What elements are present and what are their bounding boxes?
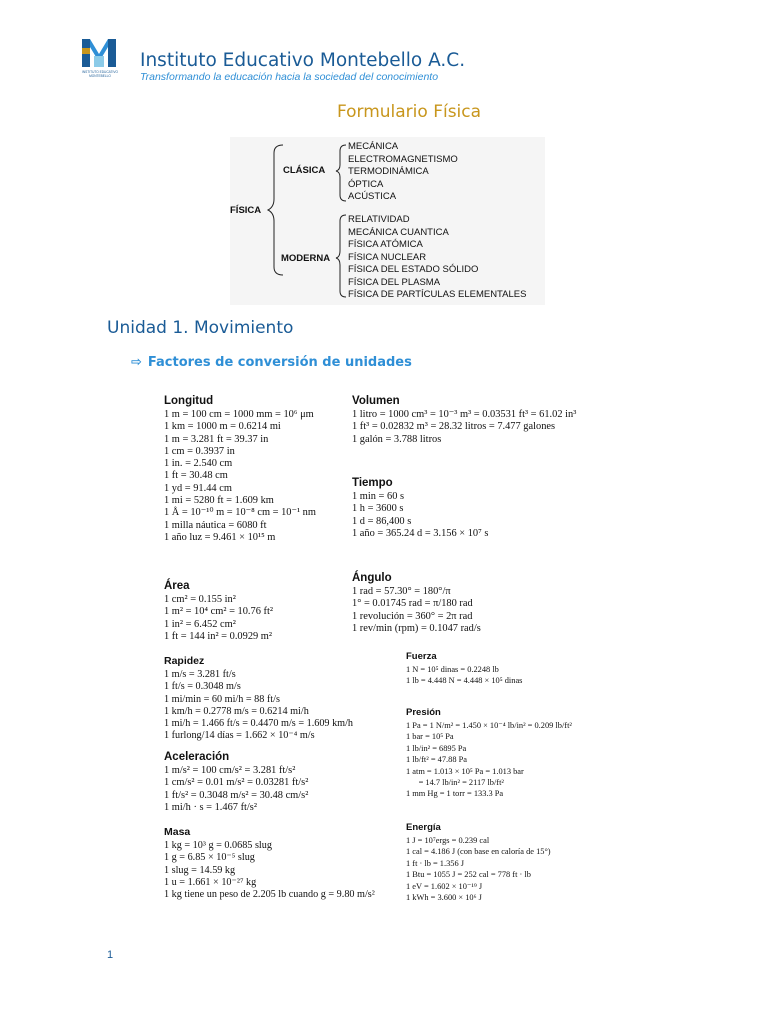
conversion-line: 1 h = 3600 s (352, 503, 404, 515)
tree-classic-item: MECÁNICA (348, 141, 399, 152)
tree-modern-item: FÍSICA DEL ESTADO SÓLIDO (348, 264, 479, 275)
block-lines (406, 664, 522, 687)
tree-classic-item: ÓPTICA (348, 178, 384, 190)
block-title: Ángulo (352, 572, 392, 584)
conversion-line: 1 cm/s² = 0.01 m/s² = 0.03281 ft/s² (164, 777, 309, 789)
conversion-line: 1 atm = 1.013 × 10⁵ Pa = 1.013 bar (406, 766, 524, 776)
tree-modern-item: RELATIVIDAD (348, 214, 410, 225)
block-title: Aceleración (164, 751, 230, 763)
conversion-line: 1 min = 60 s (352, 491, 405, 502)
conversion-line: 1 litro = 1000 cm³ = 10⁻³ m³ = 0.03531 ft³ = 61.02 in³ (352, 409, 577, 420)
block-lines (352, 409, 576, 446)
conversion-line: 1 Pa = 1 N/m² = 1.450 × 10⁻⁴ lb/in² = 0.209 lb/ft² (406, 721, 572, 730)
conversion-line: 1 mi/h = 1.466 ft/s = 0.4470 m/s = 1.609 km/h (164, 718, 354, 730)
conversion-line: 1 galón = 3.788 litros (352, 433, 442, 445)
conversion-block-presion (406, 707, 572, 800)
section-subtitle-text: Factores de conversión de unidades (147, 355, 412, 370)
tree-modern-item: FÍSICA ATÓMICA (348, 239, 423, 250)
conversion-line: 1 lb/ft² = 47.88 Pa (406, 755, 467, 765)
tree-classic-label: CLÁSICA (283, 165, 326, 176)
conversion-line: 1 rev/min (rpm) = 0.1047 rad/s (352, 622, 481, 634)
conversion-line: 1 bar = 10⁵ Pa (406, 732, 454, 742)
institution-name: Instituto Educativo Montebello A.C. (140, 50, 466, 71)
tree-classic-item: TERMODINÁMICA (348, 166, 429, 177)
conversion-block-fuerza (406, 651, 522, 687)
conversion-line: 1 mi/min = 60 mi/h = 88 ft/s (164, 693, 280, 705)
conversion-line: 1 año = 365.24 d = 3.156 × 10⁷ s (352, 527, 489, 539)
conversion-block-masa (164, 826, 375, 901)
conversion-line: = 14.7 lb/in² = 2117 lb/ft² (406, 778, 504, 788)
institution-logo (78, 36, 122, 84)
block-title: Rapidez (164, 655, 205, 667)
block-lines (164, 765, 308, 814)
conversion-block-area (164, 580, 273, 643)
block-lines (164, 594, 273, 643)
block-title: Área (164, 580, 190, 592)
conversion-line: 1 m/s = 3.281 ft/s (164, 669, 236, 680)
conversion-line: 1 d = 86,400 s (352, 515, 412, 527)
conversion-line: 1 eV = 1.602 × 10⁻¹⁹ J (406, 881, 483, 891)
conversion-line: 1 milla náutica = 6080 ft (164, 519, 267, 531)
institution-tagline: Transformando la educación hacia la sociedad del conocimiento (140, 71, 439, 83)
conversion-line: 1 m² = 10⁴ cm² = 10.76 ft² (164, 606, 273, 618)
conversion-line: 1 ft = 144 in² = 0.0929 m² (164, 630, 273, 642)
arrow-right-icon: ⇨ (131, 355, 142, 370)
block-title: Presión (406, 707, 441, 718)
conversion-line: 1° = 0.01745 rad = π/180 rad (352, 598, 473, 610)
conversion-block-angulo (352, 572, 481, 635)
conversion-line: 1 furlong/14 días = 1.662 × 10⁻⁴ m/s (164, 730, 315, 742)
tree-modern-item: MECÁNICA CUANTICA (348, 226, 449, 238)
tree-root-label: FÍSICA (230, 205, 262, 216)
tree-modern-item: FÍSICA DEL PLASMA (348, 276, 441, 288)
conversion-line: 1 ft/s = 0.3048 m/s (164, 681, 241, 693)
block-title: Energía (406, 822, 441, 833)
conversion-line: 1 ft · lb = 1.356 J (406, 858, 464, 868)
block-lines (406, 835, 551, 903)
conversion-line: 1 kg = 10³ g = 0.0685 slug (164, 840, 272, 851)
physics-classification-diagram (230, 137, 545, 305)
block-lines (164, 409, 316, 544)
conversion-line: 1 in. = 2.540 cm (164, 458, 233, 470)
block-lines (164, 840, 375, 901)
page-number: 1 (107, 949, 114, 961)
conversion-line: 1 m/s² = 100 cm/s² = 3.281 ft/s² (164, 765, 296, 776)
conversion-line: 1 Btu = 1055 J = 252 cal = 778 ft · lb (406, 870, 531, 880)
block-title: Volumen (352, 395, 400, 407)
conversion-block-tiempo (352, 477, 488, 540)
conversion-line: 1 mi/h · s = 1.467 ft/s² (164, 801, 257, 813)
conversion-line: 1 mm Hg = 1 torr = 133.3 Pa (406, 789, 504, 799)
conversion-line: 1 J = 10⁷ergs = 0.239 cal (406, 836, 490, 845)
conversion-line: 1 rad = 57.30° = 180°/π (352, 586, 451, 597)
conversion-line: 1 lb = 4.448 N = 4.448 × 10⁵ dinas (406, 676, 523, 686)
tree-modern-item: FÍSICA NUCLEAR (348, 251, 427, 263)
block-title: Longitud (164, 395, 214, 407)
document-title: Formulario Física (336, 102, 482, 122)
conversion-line: 1 cal = 4.186 J (con base en caloría de 15°) (406, 847, 551, 857)
conversion-line: 1 ft = 30.48 cm (164, 470, 228, 482)
conversion-line: 1 N = 10⁵ dinas = 0.2248 lb (406, 665, 499, 674)
conversion-line: 1 yd = 91.44 cm (164, 482, 232, 494)
conversion-line: 1 cm = 0.3937 in (164, 445, 235, 457)
block-lines (406, 720, 572, 800)
block-title: Fuerza (406, 651, 437, 662)
conversion-line: 1 revolución = 360° = 2π rad (352, 610, 473, 622)
logo-text: INSTITUTO EDUCATIVO MONTEBELLO (81, 70, 118, 78)
conversion-block-rapidez (164, 655, 353, 743)
conversion-line: 1 m = 3.281 ft = 39.37 in (164, 433, 269, 445)
conversion-line: 1 in² = 6.452 cm² (164, 618, 236, 630)
tree-modern-item: FÍSICA DE PARTÍCULAS ELEMENTALES (348, 289, 527, 300)
block-title: Masa (164, 826, 191, 838)
conversion-block-longitud (164, 395, 316, 544)
conversion-line: 1 u = 1.661 × 10⁻²⁷ kg (164, 876, 257, 888)
conversion-line: 1 ft³ = 0.02832 m³ = 28.32 litros = 7.477 galones (352, 421, 556, 433)
conversion-line: 1 cm² = 0.155 in² (164, 594, 236, 605)
conversion-line: 1 año luz = 9.461 × 10¹⁵ m (164, 531, 276, 543)
block-lines (352, 491, 488, 540)
block-title: Tiempo (352, 477, 393, 489)
conversion-block-volumen (352, 395, 576, 446)
block-lines (352, 586, 481, 635)
conversion-line: 1 kWh = 3.600 × 10⁶ J (406, 893, 482, 903)
conversion-line: 1 m = 100 cm = 1000 mm = 10⁶ μm (164, 409, 314, 420)
conversion-line: 1 km = 1000 m = 0.6214 mi (164, 421, 281, 433)
tree-classic-item: ACÚSTICA (348, 191, 397, 202)
conversion-line: 1 mi = 5280 ft = 1.609 km (164, 495, 274, 507)
conversion-line: 1 slug = 14.59 kg (164, 864, 236, 876)
conversion-line: 1 kg tiene un peso de 2.205 lb cuando g = 9.80 m/s² (164, 889, 375, 901)
block-lines (164, 669, 353, 743)
tree-classic-item: ELECTROMAGNETISMO (348, 153, 458, 165)
conversion-line: 1 km/h = 0.2778 m/s = 0.6214 mi/h (164, 705, 309, 717)
conversion-line: 1 Å = 10⁻¹⁰ m = 10⁻⁸ cm = 10⁻¹ nm (164, 507, 316, 519)
conversion-line: 1 lb/in² = 6895 Pa (406, 743, 467, 753)
conversion-block-aceleracion (164, 751, 308, 814)
conversion-block-energia (406, 822, 551, 903)
tree-modern-label: MODERNA (281, 253, 331, 264)
conversion-line: 1 g = 6.85 × 10⁻⁵ slug (164, 852, 255, 864)
section-subtitle (131, 355, 412, 370)
conversion-line: 1 ft/s² = 0.3048 m/s² = 30.48 cm/s² (164, 789, 309, 801)
unit-title: Unidad 1. Movimiento (107, 318, 294, 338)
